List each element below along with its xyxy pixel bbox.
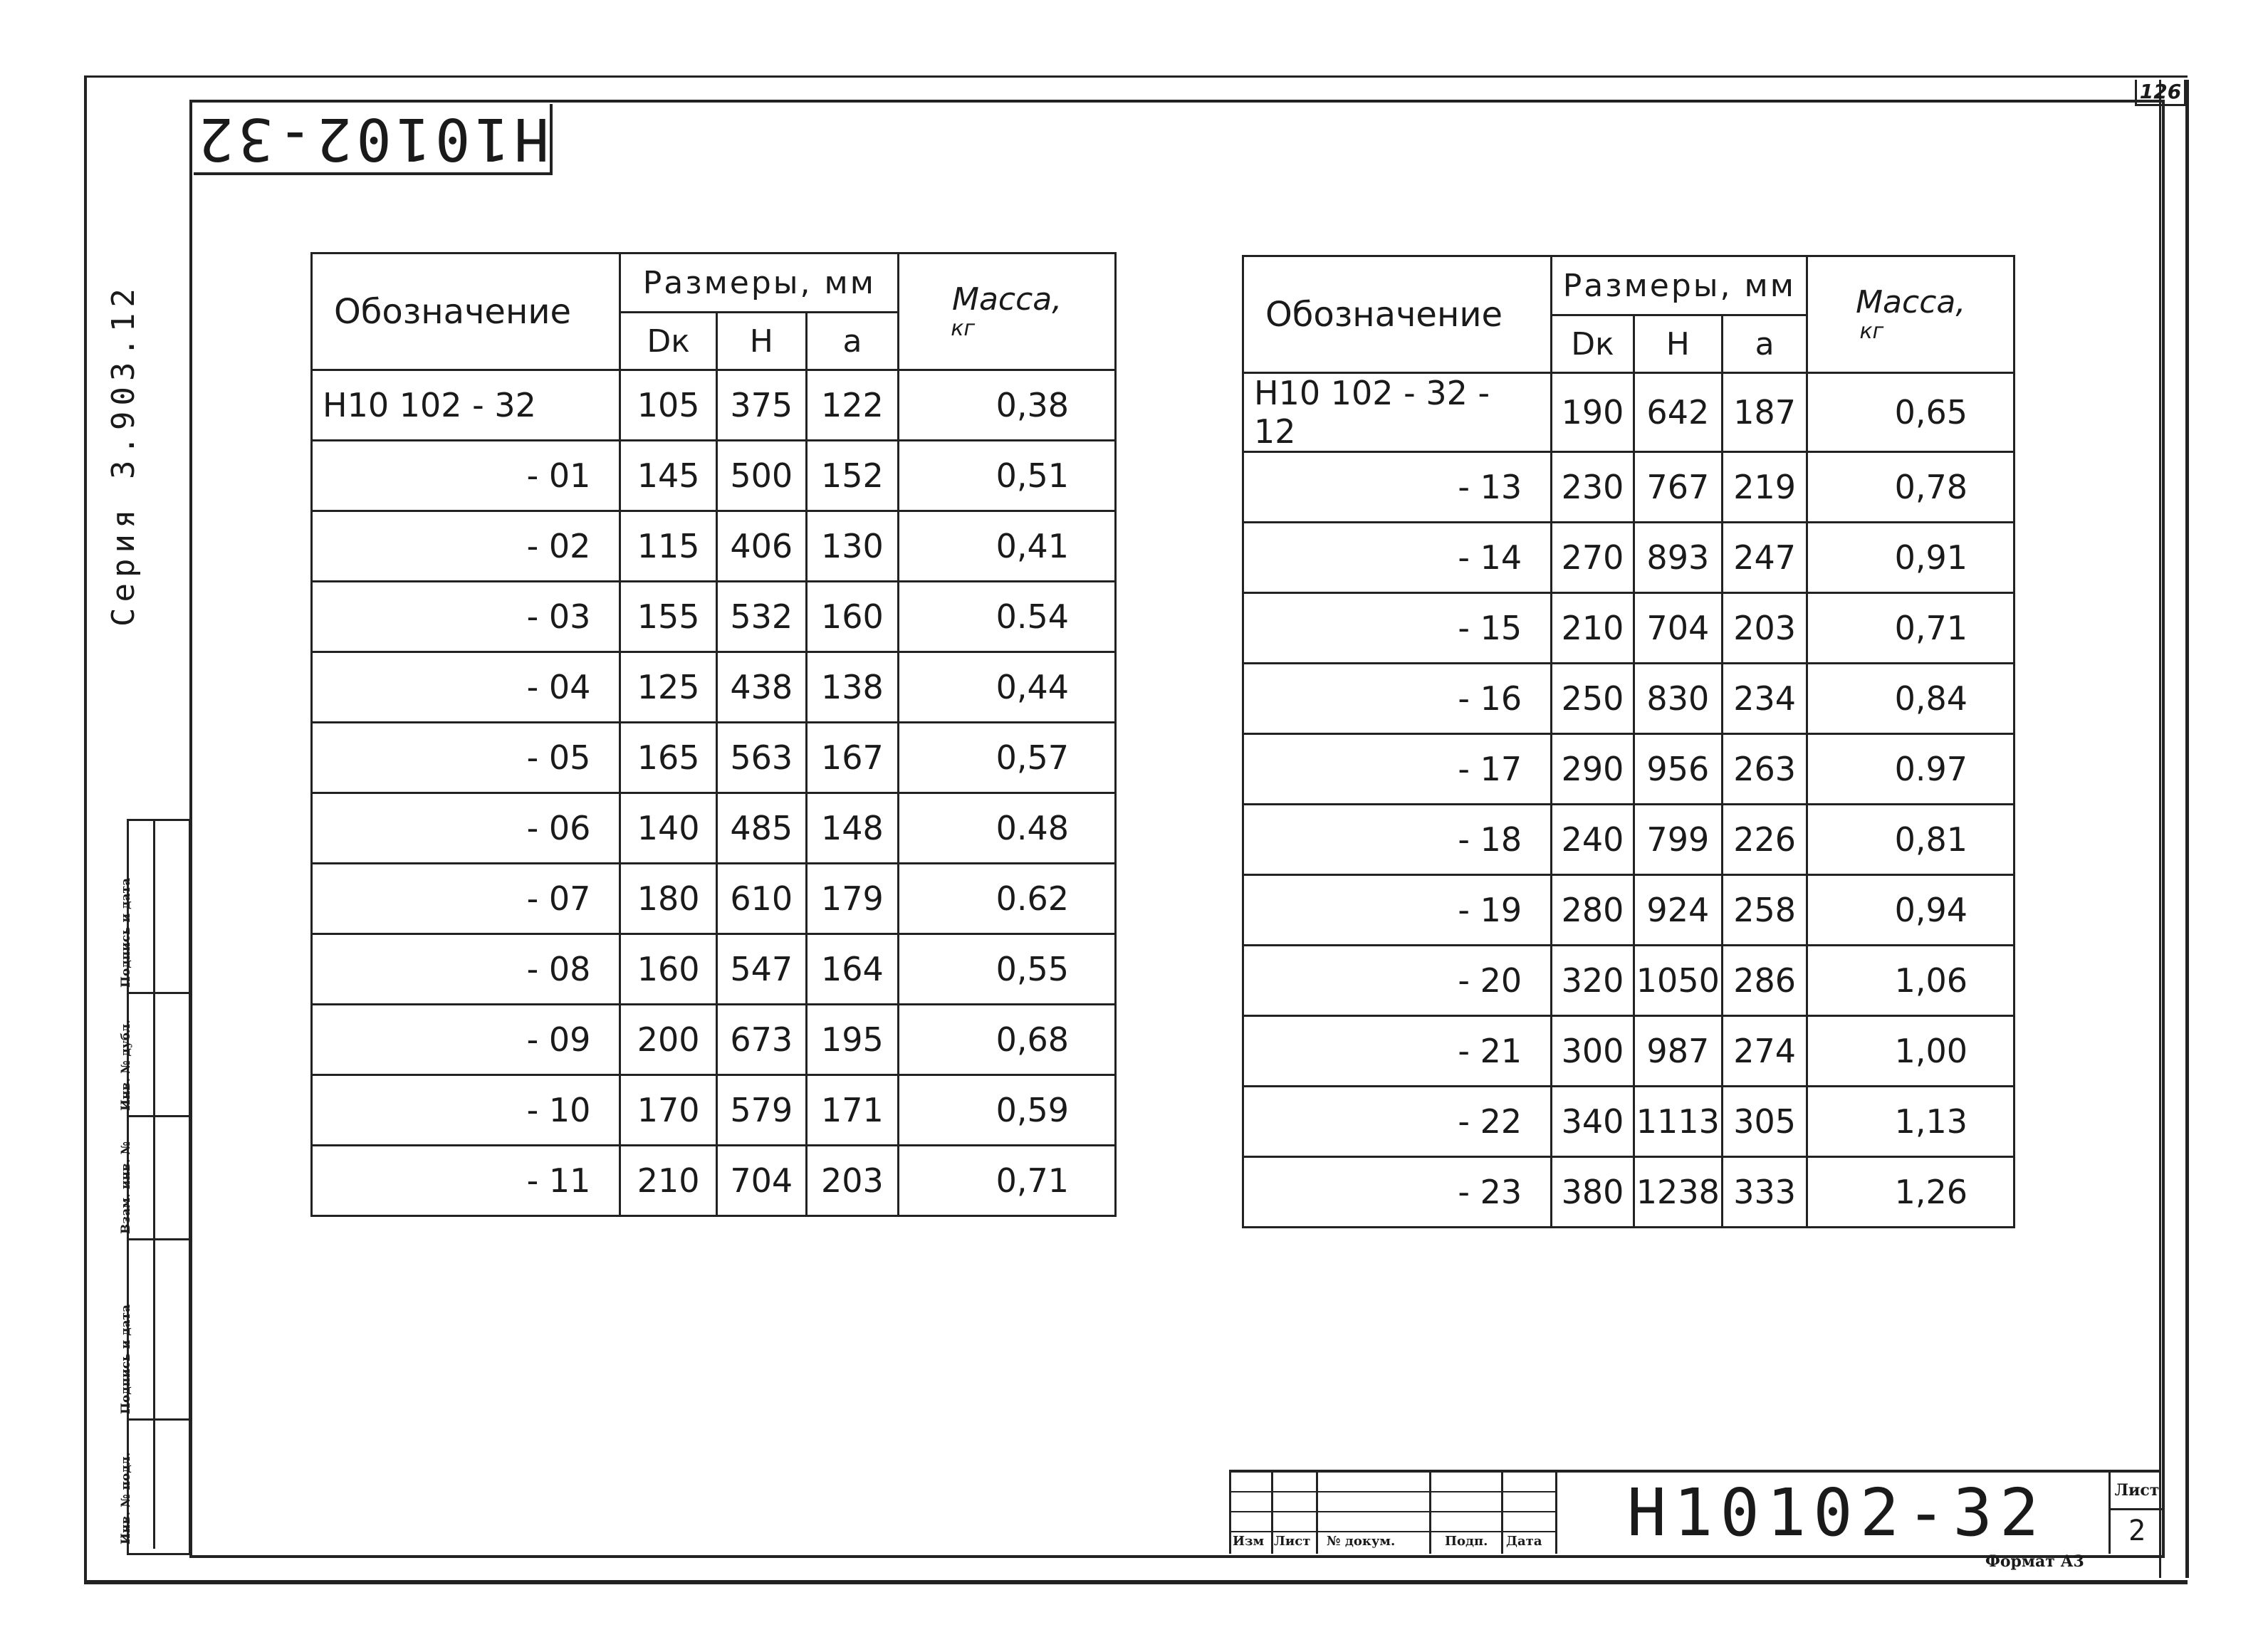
cell-dk: 200	[620, 1005, 717, 1075]
cell-h: 500	[716, 441, 806, 511]
cell-mass: 0,55	[899, 934, 1116, 1005]
cell-a: 130	[806, 511, 899, 582]
cell-a: 164	[806, 934, 899, 1005]
header-designation: Обозначение	[1243, 256, 1552, 373]
cell-dk: 270	[1552, 523, 1634, 593]
cell-name: - 18	[1243, 805, 1552, 875]
table-row	[1243, 523, 2014, 593]
header-a: а	[1722, 315, 1807, 373]
cell-name: - 10	[312, 1075, 620, 1146]
stamp-label: Подпись и дата	[119, 877, 133, 988]
cell-dk: 250	[1552, 664, 1634, 734]
cell-h: 704	[1634, 593, 1722, 664]
header-dimensions: Размеры, мм	[620, 253, 899, 313]
cell-a: 187	[1722, 373, 1807, 452]
cell-a: 333	[1722, 1157, 1807, 1228]
cell-a: 247	[1722, 523, 1807, 593]
title-block	[1229, 1470, 2161, 1554]
cell-mass: 0,81	[1807, 805, 2014, 875]
cell-mass: 1,13	[1807, 1087, 2014, 1157]
table-row	[312, 1146, 1116, 1216]
table-row	[1243, 452, 2014, 523]
drawing-right-binding	[2159, 80, 2189, 1578]
table-row	[312, 652, 1116, 723]
cell-h: 987	[1634, 1016, 1722, 1087]
cell-a: 179	[806, 864, 899, 934]
cell-a: 152	[806, 441, 899, 511]
cell-h: 563	[716, 723, 806, 793]
table-row	[1243, 1016, 2014, 1087]
cell-name: - 06	[312, 793, 620, 864]
document-code: Н10102-32	[1626, 1475, 2047, 1551]
mirrored-code: H10102-32	[194, 105, 550, 172]
cell-a: 305	[1722, 1087, 1807, 1157]
cell-name: - 20	[1243, 946, 1552, 1016]
cell-dk: 380	[1552, 1157, 1634, 1228]
cell-h: 1050	[1634, 946, 1722, 1016]
cell-a: 226	[1722, 805, 1807, 875]
cell-mass: 1,00	[1807, 1016, 2014, 1087]
cell-dk: 240	[1552, 805, 1634, 875]
cell-a: 258	[1722, 875, 1807, 946]
cell-a: 234	[1722, 664, 1807, 734]
header-a: а	[806, 313, 899, 370]
cell-a: 203	[806, 1146, 899, 1216]
cell-name: - 14	[1243, 523, 1552, 593]
cell-a: 160	[806, 582, 899, 652]
header-mass: Масса, кг	[1807, 256, 2014, 373]
cell-a: 148	[806, 793, 899, 864]
table-row	[312, 441, 1116, 511]
cell-mass: 0.62	[899, 864, 1116, 934]
cell-h: 924	[1634, 875, 1722, 946]
cell-name: - 01	[312, 441, 620, 511]
stamp-label: Инв. № дубл.	[119, 1019, 133, 1111]
spec-table-left	[310, 252, 1117, 1217]
cell-dk: 105	[620, 370, 717, 441]
cell-mass: 0,91	[1807, 523, 2014, 593]
cell-name: - 05	[312, 723, 620, 793]
sheet-value: 2	[2128, 1515, 2146, 1547]
cell-mass: 0.54	[899, 582, 1116, 652]
cell-mass: 1,06	[1807, 946, 2014, 1016]
cell-dk: 165	[620, 723, 717, 793]
table-row	[1243, 1087, 2014, 1157]
cell-name: - 09	[312, 1005, 620, 1075]
cell-mass: 0,38	[899, 370, 1116, 441]
stamp-cell	[119, 994, 189, 1117]
cell-name: - 15	[1243, 593, 1552, 664]
table-row	[312, 1075, 1116, 1146]
cell-dk: 210	[1552, 593, 1634, 664]
cell-mass: 0.97	[1807, 734, 2014, 805]
cell-name: - 17	[1243, 734, 1552, 805]
cell-dk: 140	[620, 793, 717, 864]
header-h: Н	[716, 313, 806, 370]
cell-mass: 0,71	[899, 1146, 1116, 1216]
table-row	[312, 370, 1116, 441]
cell-name: - 04	[312, 652, 620, 723]
cell-h: 406	[716, 511, 806, 582]
cell-mass: 1,26	[1807, 1157, 2014, 1228]
margin-stamp	[119, 819, 191, 1555]
table-row	[1243, 875, 2014, 946]
cell-name: Н10 102 - 32 - 12	[1243, 373, 1552, 452]
cell-dk: 190	[1552, 373, 1634, 452]
stamp-cell	[119, 1421, 189, 1549]
cell-h: 1238	[1634, 1157, 1722, 1228]
table-row	[1243, 1157, 2014, 1228]
stamp-cell	[119, 1117, 189, 1240]
cell-mass: 0,41	[899, 511, 1116, 582]
cell-name: - 23	[1243, 1157, 1552, 1228]
cell-name: - 21	[1243, 1016, 1552, 1087]
cell-name: - 08	[312, 934, 620, 1005]
format-label: Формат А3	[1985, 1552, 2084, 1571]
cell-h: 956	[1634, 734, 1722, 805]
label-list: Лист	[1274, 1534, 1311, 1549]
label-izm: Изм	[1233, 1534, 1265, 1549]
cell-a: 122	[806, 370, 899, 441]
stamp-label: Взам. инв. №	[119, 1141, 133, 1234]
table-row	[1243, 664, 2014, 734]
stamp-label: Подпись и дата	[119, 1304, 133, 1414]
cell-mass: 0,57	[899, 723, 1116, 793]
cell-name: - 13	[1243, 452, 1552, 523]
cell-name: - 19	[1243, 875, 1552, 946]
cell-dk: 170	[620, 1075, 717, 1146]
header-dk: Dк	[620, 313, 717, 370]
cell-name: - 11	[312, 1146, 620, 1216]
table-row	[312, 864, 1116, 934]
cell-dk: 290	[1552, 734, 1634, 805]
cell-dk: 180	[620, 864, 717, 934]
table-row	[1243, 946, 2014, 1016]
table-row	[312, 582, 1116, 652]
cell-mass: 0,68	[899, 1005, 1116, 1075]
cell-h: 532	[716, 582, 806, 652]
cell-a: 274	[1722, 1016, 1807, 1087]
stamp-cell	[119, 1240, 189, 1421]
cell-h: 547	[716, 934, 806, 1005]
cell-mass: 0,44	[899, 652, 1116, 723]
cell-a: 171	[806, 1075, 899, 1146]
cell-h: 830	[1634, 664, 1722, 734]
cell-dk: 160	[620, 934, 717, 1005]
cell-h: 704	[716, 1146, 806, 1216]
table-row	[312, 511, 1116, 582]
cell-mass: 0,59	[899, 1075, 1116, 1146]
cell-h: 579	[716, 1075, 806, 1146]
cell-h: 799	[1634, 805, 1722, 875]
cell-dk: 115	[620, 511, 717, 582]
table-row	[1243, 734, 2014, 805]
cell-dk: 280	[1552, 875, 1634, 946]
cell-h: 1113	[1634, 1087, 1722, 1157]
cell-dk: 230	[1552, 452, 1634, 523]
cell-a: 195	[806, 1005, 899, 1075]
cell-h: 610	[716, 864, 806, 934]
cell-name: - 16	[1243, 664, 1552, 734]
cell-h: 485	[716, 793, 806, 864]
header-h: Н	[1634, 315, 1722, 373]
cell-mass: 0,78	[1807, 452, 2014, 523]
cell-dk: 125	[620, 652, 717, 723]
header-dk: Dк	[1552, 315, 1634, 373]
header-mass: Масса, кг	[899, 253, 1116, 370]
cell-mass: 0,51	[899, 441, 1116, 511]
cell-h: 375	[716, 370, 806, 441]
sheet-number: 126	[2135, 80, 2186, 106]
cell-h: 642	[1634, 373, 1722, 452]
table-row	[312, 934, 1116, 1005]
table-row	[312, 793, 1116, 864]
cell-dk: 210	[620, 1146, 717, 1216]
table-row	[312, 1005, 1116, 1075]
cell-a: 286	[1722, 946, 1807, 1016]
table-row	[1243, 805, 2014, 875]
cell-h: 673	[716, 1005, 806, 1075]
cell-a: 219	[1722, 452, 1807, 523]
cell-a: 167	[806, 723, 899, 793]
cell-dk: 155	[620, 582, 717, 652]
cell-a: 263	[1722, 734, 1807, 805]
cell-mass: 0,84	[1807, 664, 2014, 734]
table-row	[312, 723, 1116, 793]
cell-name: - 02	[312, 511, 620, 582]
cell-h: 438	[716, 652, 806, 723]
spec-table-right	[1242, 255, 2015, 1228]
cell-dk: 340	[1552, 1087, 1634, 1157]
mirrored-code-box	[194, 104, 553, 175]
cell-dk: 145	[620, 441, 717, 511]
cell-name: - 22	[1243, 1087, 1552, 1157]
cell-a: 203	[1722, 593, 1807, 664]
revision-labels	[1231, 1532, 1557, 1554]
cell-mass: 0,71	[1807, 593, 2014, 664]
cell-mass: 0,65	[1807, 373, 2014, 452]
label-date: Дата	[1506, 1534, 1542, 1549]
cell-h: 893	[1634, 523, 1722, 593]
header-designation: Обозначение	[312, 253, 620, 370]
cell-h: 767	[1634, 452, 1722, 523]
cell-name: - 07	[312, 864, 620, 934]
cell-a: 138	[806, 652, 899, 723]
stamp-label: Инв. № подл.	[119, 1452, 133, 1544]
cell-dk: 300	[1552, 1016, 1634, 1087]
cell-mass: 0.48	[899, 793, 1116, 864]
table-row	[1243, 373, 2014, 452]
cell-name: - 03	[312, 582, 620, 652]
sheet-box	[2108, 1473, 2163, 1554]
cell-mass: 0,94	[1807, 875, 2014, 946]
label-doc: № докум.	[1327, 1534, 1396, 1549]
sheet-label: Лист	[2111, 1473, 2163, 1510]
stamp-cell	[119, 821, 189, 994]
series-label: Серия 3.903.12	[105, 283, 142, 627]
cell-dk: 320	[1552, 946, 1634, 1016]
cell-name: Н10 102 - 32	[312, 370, 620, 441]
table-row	[1243, 593, 2014, 664]
label-sign: Подп.	[1445, 1534, 1488, 1549]
header-dimensions: Размеры, мм	[1552, 256, 1807, 315]
